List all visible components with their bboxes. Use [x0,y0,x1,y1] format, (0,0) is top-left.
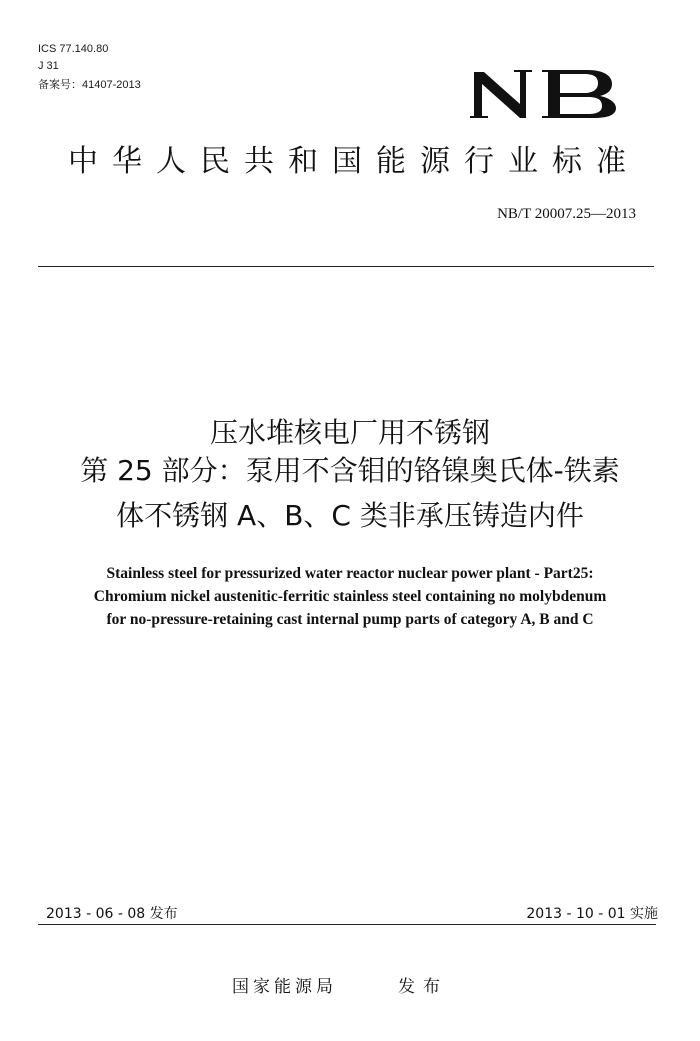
standard-number: NB/T 20007.25—2013 [497,206,636,222]
logo-letter-n [470,70,532,118]
issue-date: 2013 - 06 - 08 发布 [46,906,178,922]
logo-letter-b [542,70,616,118]
issue-label: 发布 [398,977,448,997]
agency-header: 中华人民共和国能源行业标准 [68,144,640,179]
record-number: 备案号：41407-2013 [38,79,141,91]
ics-code: ICS 77.140.80 [38,43,109,55]
implementation-date: 2013 - 10 - 01 实施 [526,906,658,922]
title-cn-line-3: 体不锈钢 A、B、C 类非承压铸造内件 [116,499,584,532]
nb-logo [470,66,618,120]
title-en-line-1: Stainless steel for pressurized water reactor nuclear power plant - Part25: [106,565,594,582]
title-cn-line-1: 压水堆核电厂用不锈钢 [209,416,490,449]
title-en-line-2: Chromium nickel austenitic-ferritic stainless steel containing no molybdenum [93,588,607,605]
classification-code: J 31 [38,60,59,72]
footer-divider [38,924,656,925]
header-divider [38,266,654,267]
title-en-line-3: for no-pressure-retaining cast internal pump parts of category A, B and C [106,611,594,628]
title-cn-line-2: 第 25 部分：泵用不含钼的铬镍奥氏体-铁素 [80,454,620,487]
issuing-authority: 国家能源局 [232,977,337,997]
